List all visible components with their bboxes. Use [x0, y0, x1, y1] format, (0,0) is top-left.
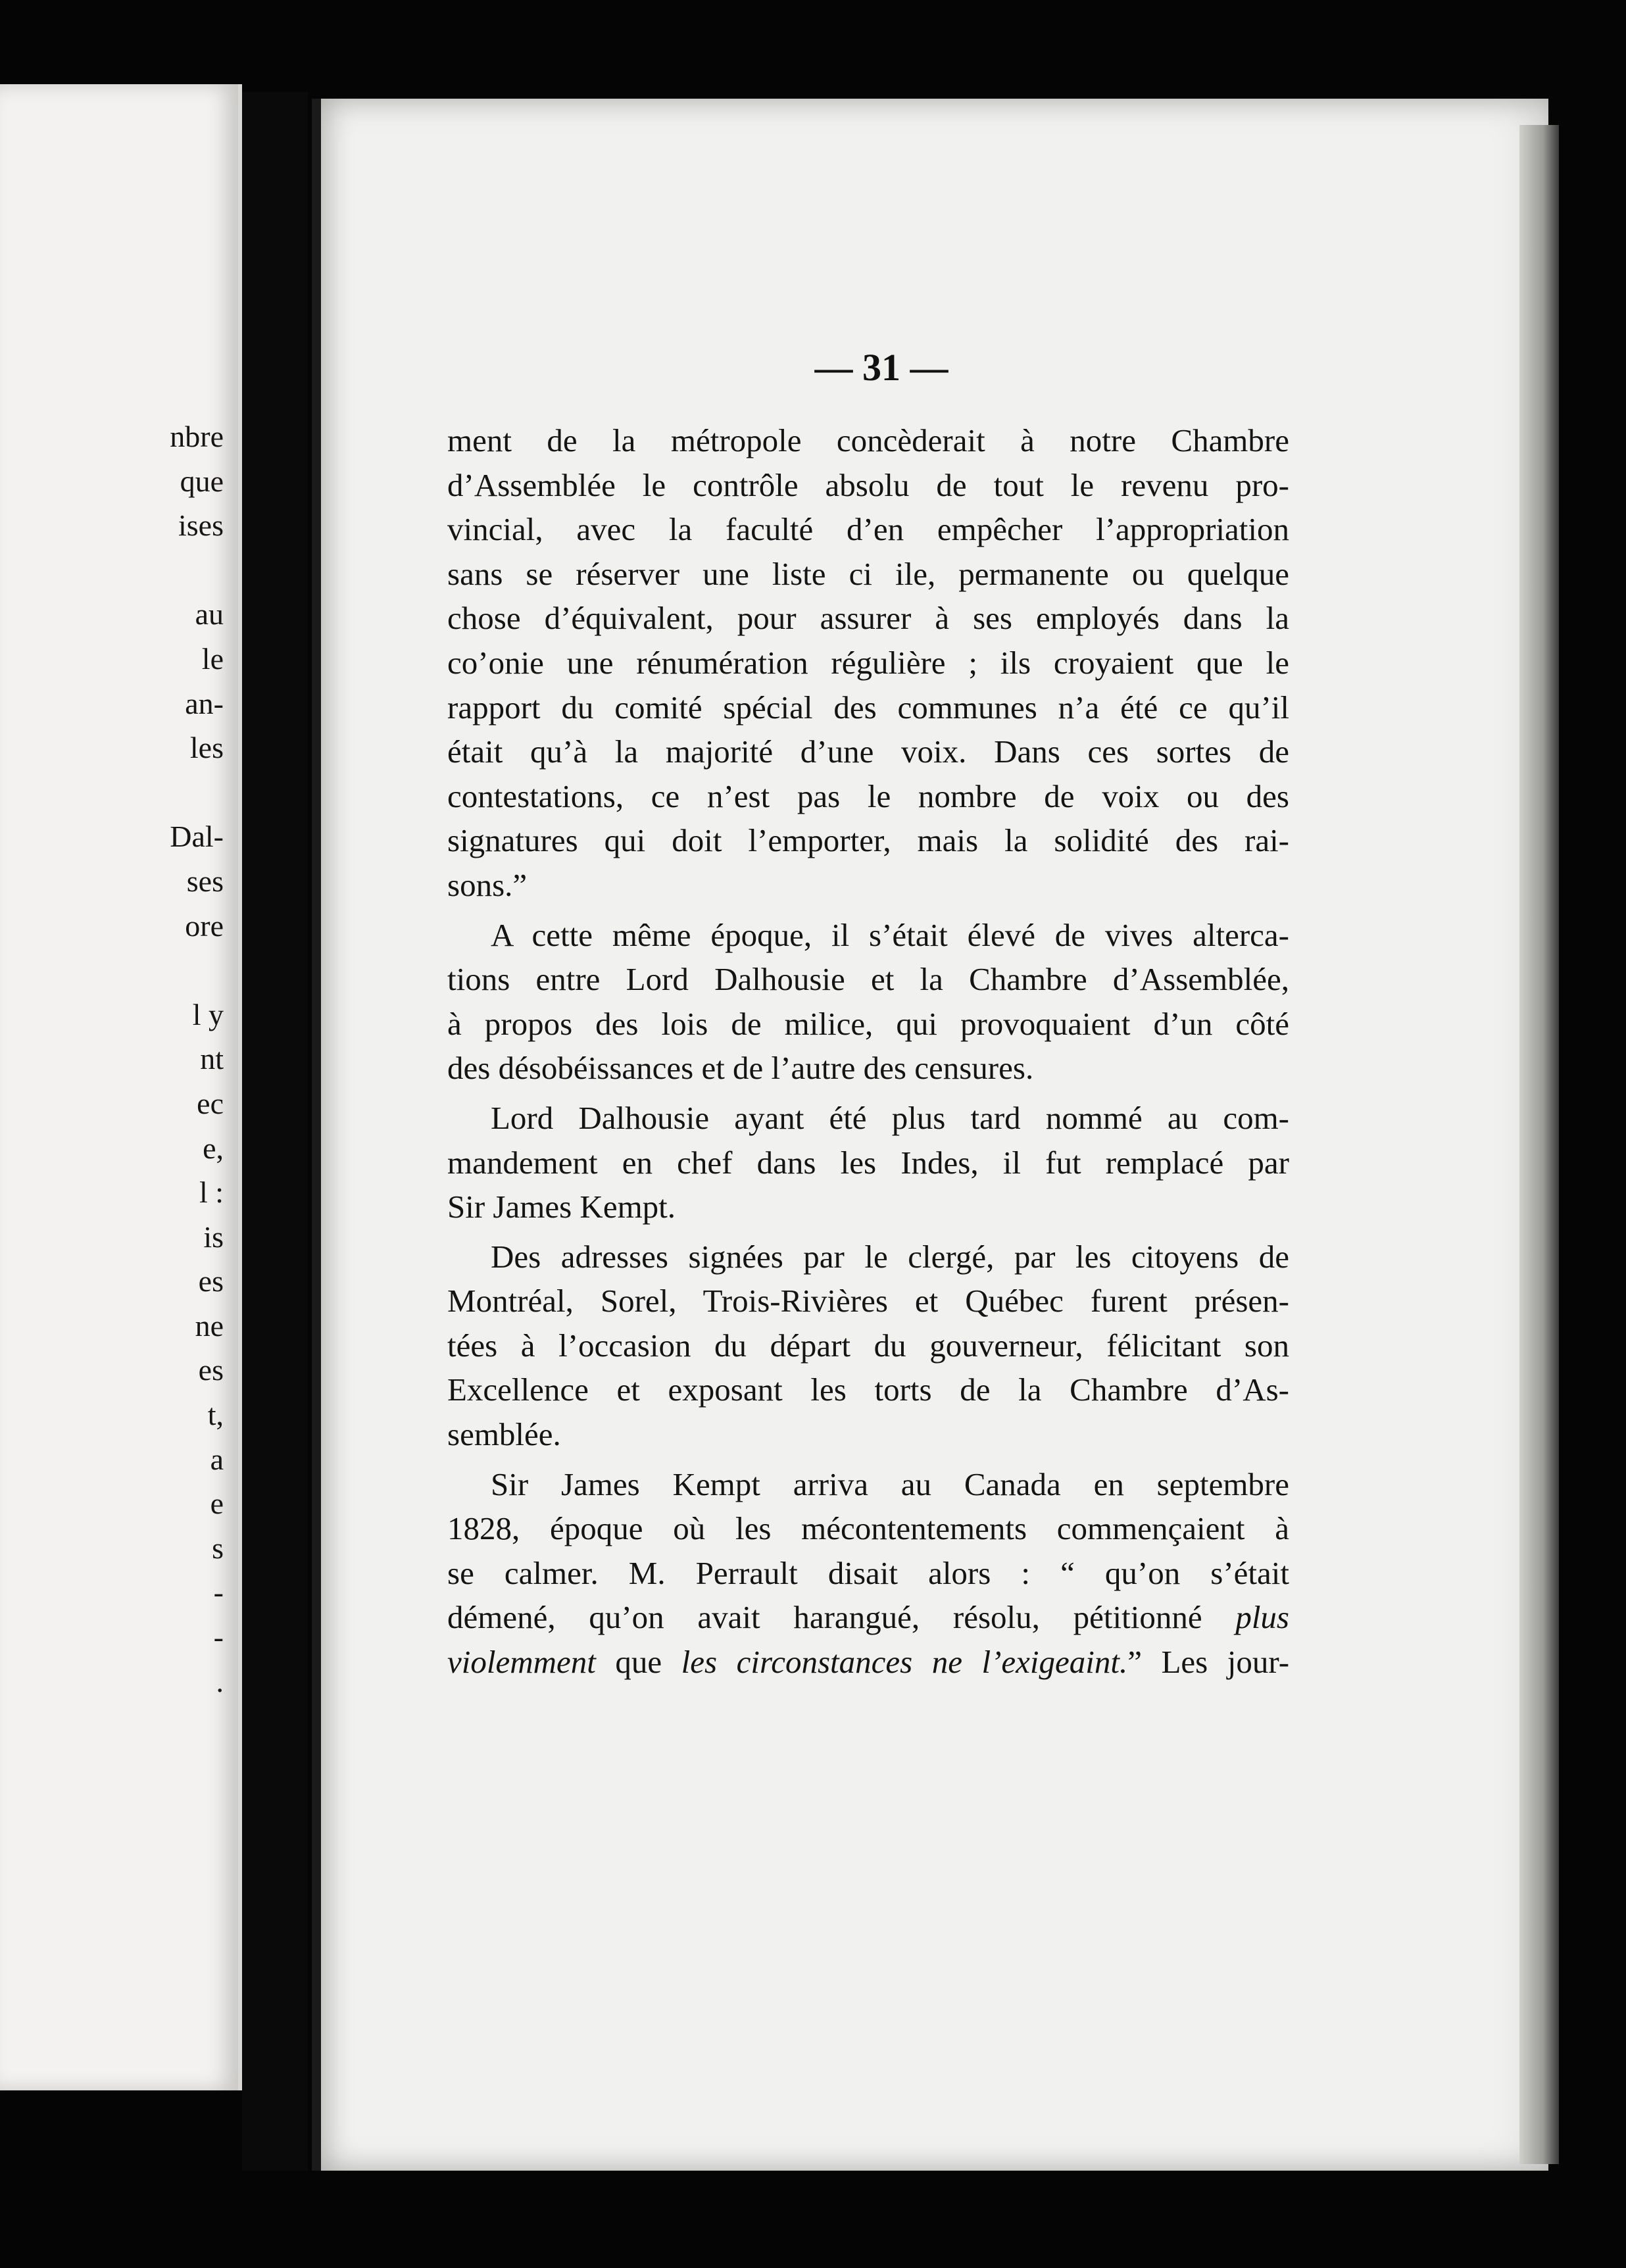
text-line: Sir James Kempt arriva au Canada en septembre [491, 1466, 1289, 1502]
italic-run: violemment [447, 1644, 596, 1681]
text-line: rapport du comité spécial des communes n’a été ce qu’il [447, 689, 1289, 726]
text-line: Lord Dalhousie ayant été plus tard nommé au com- [491, 1099, 1289, 1136]
text-line: signatures qui doit l’emporter, mais la solidité des rai- [447, 822, 1289, 859]
body-text [447, 418, 1289, 1685]
left-page-fragment: au [195, 597, 224, 631]
text-line: co’onie une rénumération régulière ; ils croyaient que le [447, 644, 1289, 681]
left-page-fragment [79, 548, 224, 593]
left-page-fragment: Dal- [170, 820, 224, 854]
left-page-fragment: que [180, 464, 224, 498]
text-line: mandement en chef dans les Indes, il fut remplacé par [447, 1144, 1289, 1181]
text-line: vincial, avec la faculté d’en empêcher l’appropriation [447, 511, 1289, 548]
text-run: que [595, 1644, 681, 1681]
text-line [447, 1640, 1289, 1685]
left-page-fragment: e, [203, 1131, 224, 1165]
left-page-fragment: is [203, 1220, 224, 1254]
text-line: ment de la métropole concèderait à notre Chambre [447, 422, 1289, 458]
left-page-fragment: l y [192, 997, 224, 1031]
text-line: tions entre Lord Dalhousie et la Chambre d’Assemblée, [447, 961, 1289, 998]
left-page-fragment: les [189, 731, 224, 765]
left-page-fragment: l : [199, 1175, 224, 1210]
left-page-fragment [79, 770, 224, 815]
left-page-fragment: ne [195, 1308, 224, 1343]
left-page-fragment: es [198, 1353, 224, 1387]
text-line: 1828, époque où les mécontentements commençaient à [447, 1510, 1289, 1547]
text-run: démené, qu’on avait harangué, résolu, pétitionné [447, 1599, 1236, 1636]
text-line: Des adresses signées par le clergé, par les citoyens de [491, 1238, 1289, 1275]
text-line: se calmer. M. Perrault disait alors : “ qu’on s’était [447, 1554, 1289, 1591]
text-line: tées à l’occasion du départ du gouverneur, félicitant son [447, 1327, 1289, 1364]
page-number: — 31 — [814, 346, 949, 389]
text-line: sons.” [447, 866, 528, 903]
left-page-fragment: - [213, 1575, 224, 1610]
text-line: à propos des lois de milice, qui provoquaient d’un côté [447, 1005, 1289, 1042]
page-edge [1519, 125, 1559, 2164]
italic-run: plus [1235, 1599, 1289, 1636]
left-page-fragment: s [212, 1531, 224, 1565]
left-page-fragment: t, [207, 1398, 224, 1432]
left-page-fragment: ec [197, 1086, 224, 1120]
left-page-fragment: ore [185, 908, 224, 943]
left-page [0, 84, 242, 2090]
left-page-fragment: . [216, 1664, 224, 1698]
left-page-fragment: a [210, 1442, 224, 1476]
text-line: A cette même époque, il s’était élevé de vives alterca- [491, 916, 1289, 953]
left-page-fragment: nbre [170, 420, 224, 453]
text-line: chose d’équivalent, pour assurer à ses employés dans la [447, 600, 1289, 637]
binding-gutter [242, 92, 308, 2171]
text-line: des désobéissances et de l’autre des censures. [447, 1050, 1034, 1087]
text-line: Sir James Kempt. [447, 1189, 676, 1225]
left-page-fragment: ses [186, 864, 224, 898]
left-page-fragment: ises [178, 508, 224, 543]
text-line [447, 1595, 1289, 1640]
left-page-fragment: nt [200, 1042, 224, 1076]
text-line: semblée. [447, 1416, 561, 1453]
left-page-text-fragments [79, 414, 224, 1704]
text-line: contestations, ce n’est pas le nombre de voix ou des [447, 777, 1289, 814]
left-page-fragment: - [213, 1620, 224, 1654]
left-page-fragment: an- [185, 686, 224, 720]
text-run: ” Les jour- [1127, 1644, 1290, 1681]
left-page-fragment [79, 948, 224, 993]
text-line: Montréal, Sorel, Trois-Rivières et Québec furent présen- [447, 1283, 1289, 1319]
left-page-fragment: e [210, 1487, 224, 1521]
italic-run: les circonstances ne l’exigeaint. [681, 1644, 1128, 1681]
text-line: d’Assemblée le contrôle absolu de tout le revenu pro- [447, 466, 1289, 503]
text-line: sans se réserver une liste ci ile, permanente ou quelque [447, 555, 1289, 592]
left-page-fragment: le [201, 641, 224, 676]
left-page-fragment: es [198, 1264, 224, 1298]
text-line: était qu’à la majorité d’une voix. Dans ces sortes de [447, 733, 1289, 770]
text-line: Excellence et exposant les torts de la Chambre d’As- [447, 1371, 1289, 1408]
